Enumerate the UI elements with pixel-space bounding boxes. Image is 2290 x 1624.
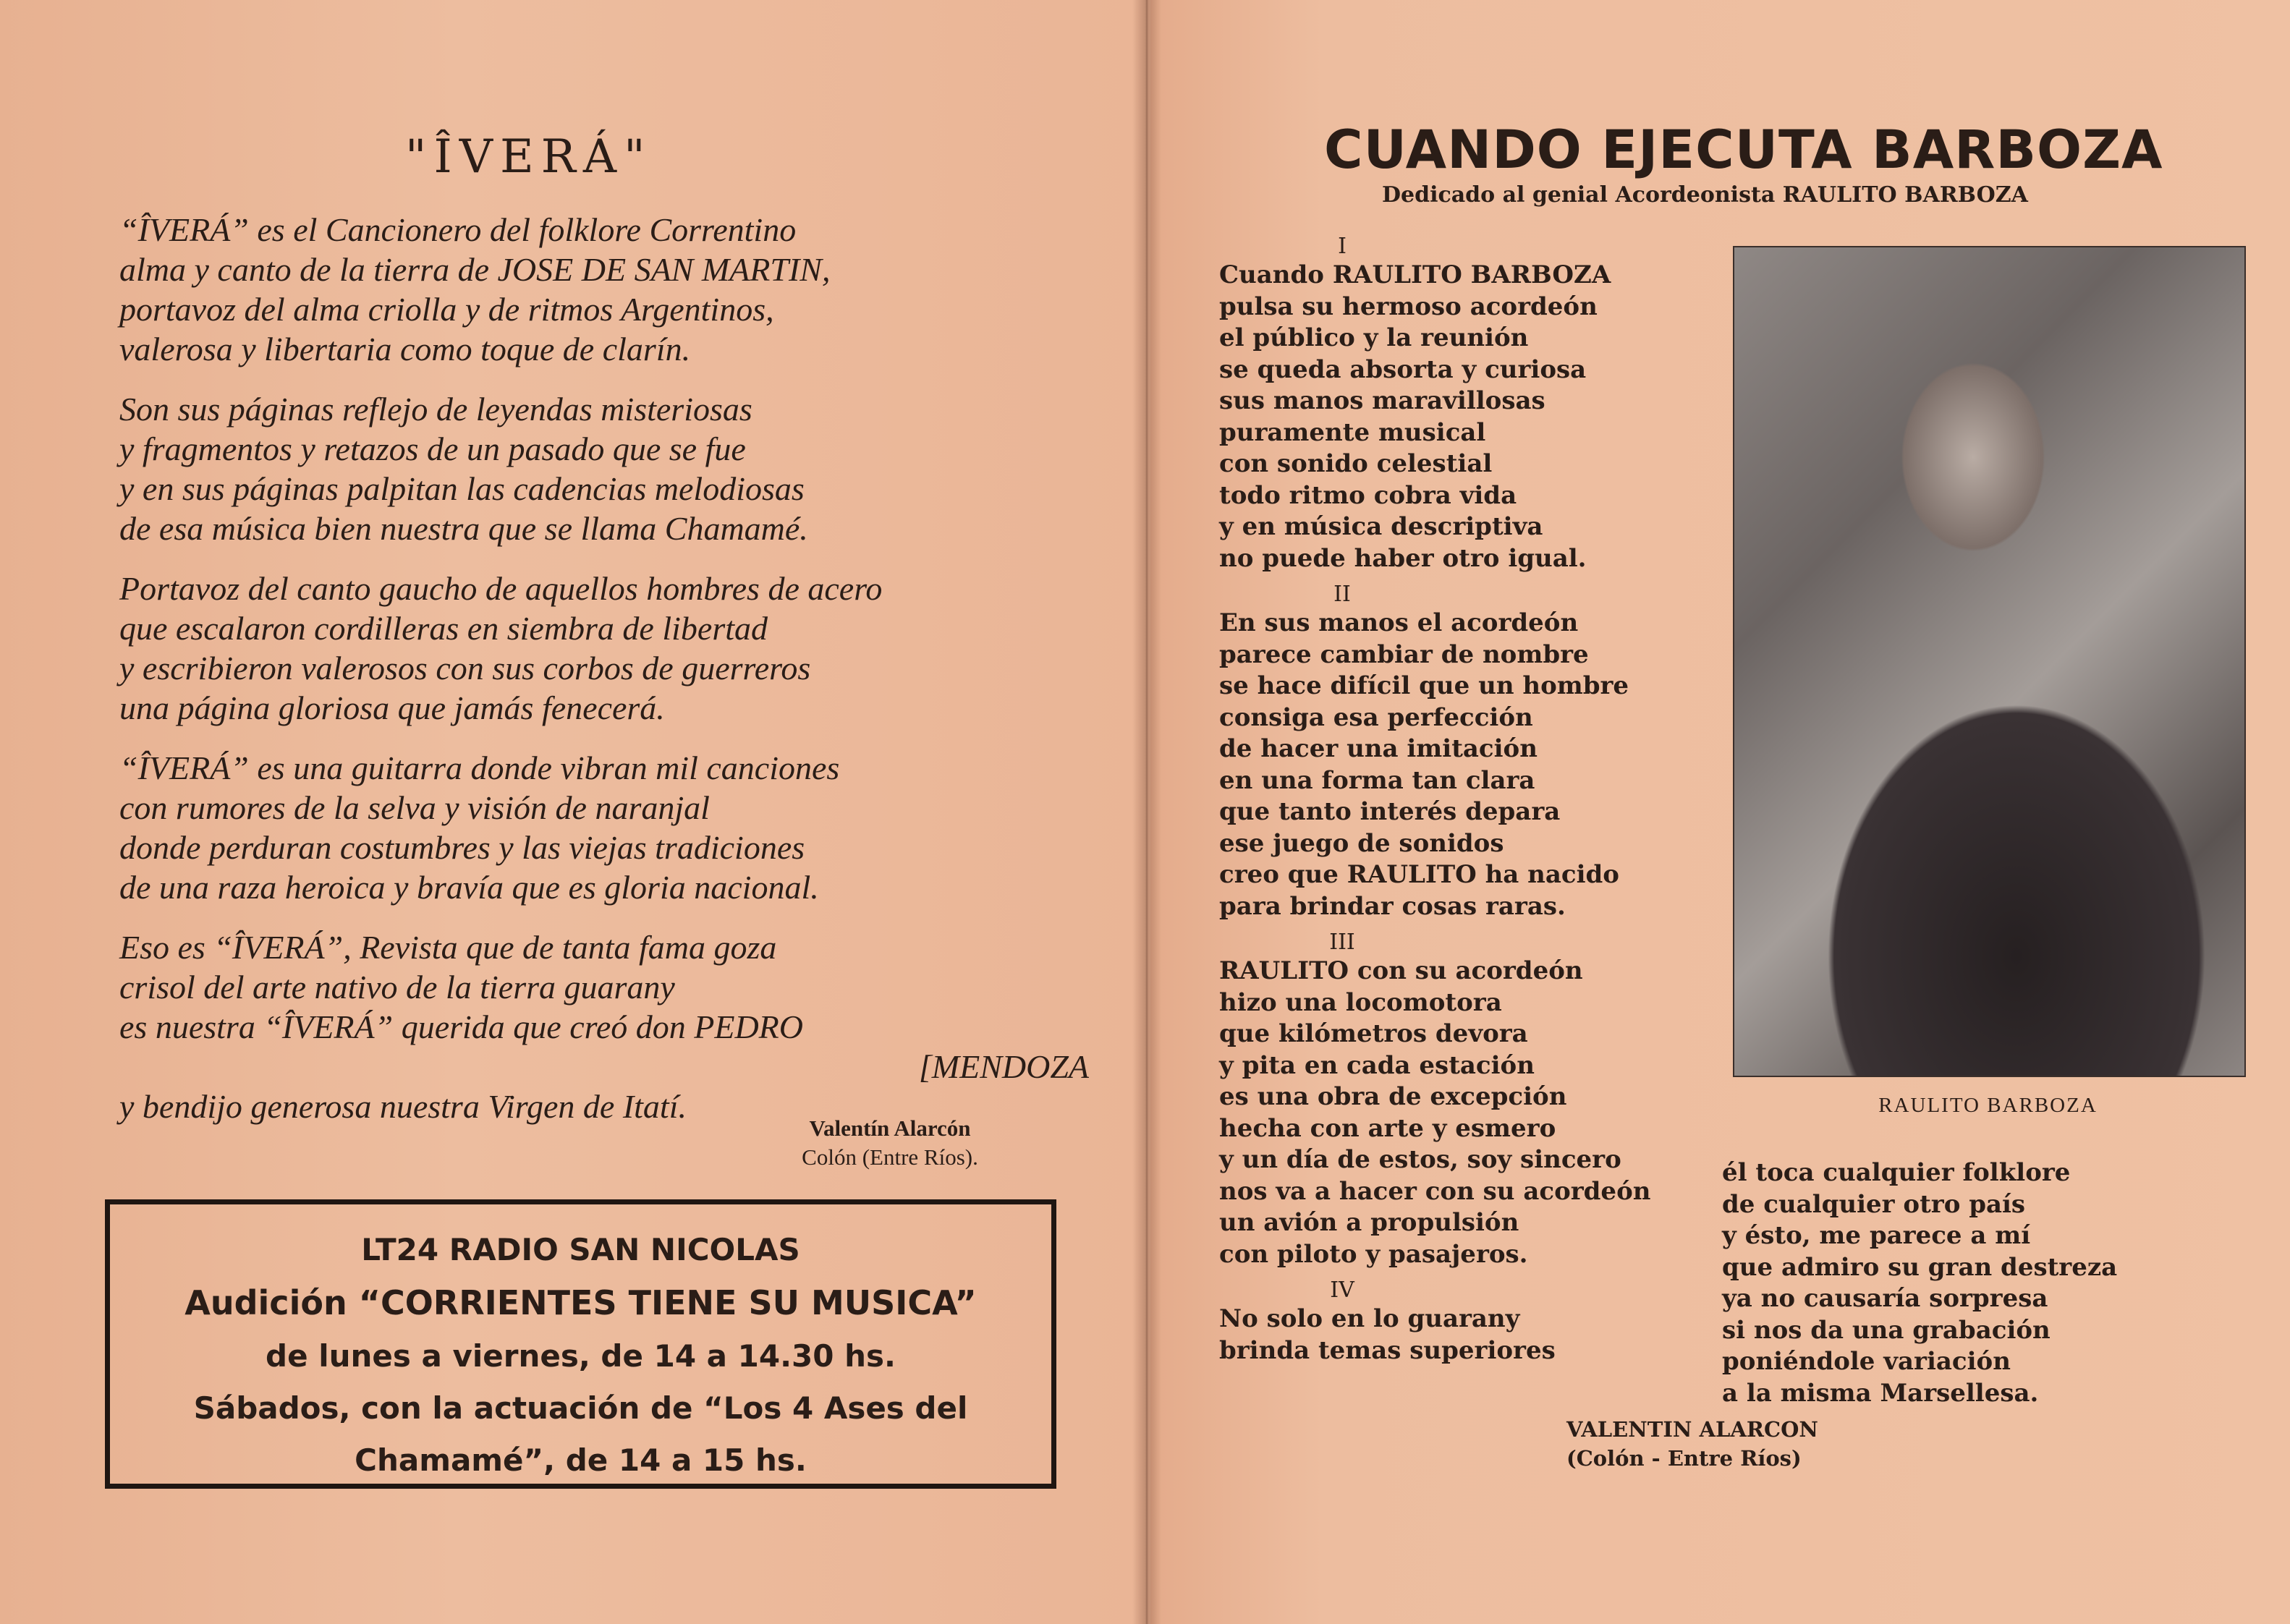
poem-line: Cuando RAULITO BARBOZA: [1219, 260, 1611, 289]
stanza-number: II: [1333, 582, 1351, 607]
poem-line: se queda absorta y curiosa: [1219, 354, 1587, 384]
poem-line: un avión a propulsión: [1219, 1208, 1519, 1237]
poem-line: de una raza heroica y bravía que es gloria nacional.: [119, 869, 819, 906]
poem-line: con piloto y pasajeros.: [1219, 1239, 1528, 1269]
photo-caption: RAULITO BARBOZA: [1878, 1094, 2098, 1117]
poem-line: en una forma tan clara: [1219, 765, 1535, 795]
poem-line: él toca cualquier folklore: [1722, 1158, 2071, 1187]
ivera-stanza: [119, 927, 1089, 1126]
poem-line: es nuestra “ÎVERÁ” querida que creó don PEDRO: [119, 1008, 803, 1045]
poem-line: que tanto interés depara: [1219, 797, 1561, 826]
poem-line: donde perduran costumbres y las viejas tradiciones: [119, 829, 805, 866]
poem-line: valerosa y libertaria como toque de clarín.: [119, 331, 691, 367]
poem-line: Portavoz del canto gaucho de aquellos hombres de acero: [119, 570, 883, 607]
poem-line: ese juego de sonidos: [1219, 828, 1504, 858]
poem-line: con sonido celestial: [1219, 449, 1493, 478]
poem-line: pulsa su hermoso acordeón: [1219, 292, 1598, 321]
poem-line: y ésto, me parece a mí: [1722, 1221, 2031, 1250]
poem-line: y en sus páginas palpitan las cadencias melodiosas: [119, 470, 805, 507]
poem-line: portavoz del alma criolla y de ritmos Argentinos,: [119, 291, 774, 328]
poem-line: y bendijo generosa nuestra Virgen de Itatí.: [119, 1088, 687, 1125]
article-title: CUANDO EJECUTA BARBOZA: [1324, 119, 2163, 181]
poem-line: no puede haber otro igual.: [1219, 543, 1587, 573]
radio-station: LT24 RADIO SAN NICOLAS: [361, 1232, 800, 1267]
poem-line: hecha con arte y esmero: [1219, 1113, 1556, 1143]
poem-line: En sus manos el acordeón: [1219, 608, 1579, 637]
poem-line: brinda temas superiores: [1219, 1335, 1556, 1365]
ivera-stanza: [119, 210, 1074, 369]
poem-line: crisol del arte nativo de la tierra guarany: [119, 969, 675, 1006]
poem-line: RAULITO con su acordeón: [1219, 956, 1583, 985]
article-dedication: Dedicado al genial Acordeonista RAULITO BARBOZA: [1382, 182, 2028, 208]
poem-column-right: [1722, 1157, 2127, 1409]
poem-stanza: [1219, 260, 1682, 574]
poem-line: que kilómetros devora: [1219, 1019, 1528, 1048]
poem-line: todo ritmo cobra vida: [1219, 480, 1517, 510]
poem-line: [MENDOZA: [918, 1048, 1089, 1085]
poem-stanza: [1219, 1304, 1682, 1366]
signature-place: (Colón - Entre Ríos): [1566, 1446, 1802, 1471]
poem-line: sus manos maravillosas: [1219, 386, 1545, 415]
ivera-stanza: [119, 569, 1074, 728]
poem-line: si nos da una grabación: [1722, 1315, 2051, 1345]
right-signature: [1566, 1415, 1928, 1473]
poem-line: que admiro su gran destreza: [1722, 1252, 2118, 1282]
poem-line: consiga esa perfección: [1219, 702, 1533, 732]
stanza-number: III: [1329, 930, 1355, 955]
ivera-stanza: [119, 748, 1074, 907]
poem-column-left: [1219, 234, 1682, 1374]
poem-line: y escribieron valerosos con sus corbos de guerreros: [119, 650, 811, 686]
poem-line: No solo en lo guarany: [1219, 1304, 1520, 1333]
radio-weekday-schedule: de lunes a viernes, de 14 a 14.30 hs.: [266, 1338, 896, 1374]
radio-program: Audición “CORRIENTES TIENE SU MUSICA”: [185, 1283, 977, 1322]
ivera-title: "ÎVERÁ": [405, 130, 653, 184]
poem-line: hizo una locomotora: [1219, 987, 1502, 1017]
poem-line: y en música descriptiva: [1219, 512, 1543, 541]
poem-line: y un día de estos, soy sincero: [1219, 1145, 1621, 1174]
poem-line: el público y la reunión: [1219, 323, 1529, 352]
left-signature: [752, 1114, 1027, 1172]
poem-line: y pita en cada estación: [1219, 1050, 1535, 1080]
poem-line: se hace difícil que un hombre: [1219, 671, 1629, 700]
poem-line: poniéndole variación: [1722, 1347, 2011, 1376]
poem-stanza: [1219, 608, 1682, 922]
ivera-poem: [119, 210, 1089, 1147]
poem-line: ya no causaría sorpresa: [1722, 1284, 2048, 1313]
poem-line: “ÎVERÁ” es el Cancionero del folklore Correntino: [119, 211, 797, 248]
radio-announcement-box: [105, 1199, 1056, 1489]
stanza-number: I: [1338, 234, 1347, 259]
radio-saturday-time: Chamamé”, de 14 a 15 hs.: [355, 1442, 807, 1478]
poem-stanza: [1219, 956, 1682, 1270]
radio-saturday-schedule: Sábados, con la actuación de “Los 4 Ases del: [193, 1390, 968, 1426]
poem-line: creo que RAULITO ha nacido: [1219, 860, 1619, 889]
stanza-number: IV: [1330, 1277, 1354, 1303]
poem-line: Eso es “ÎVERÁ”, Revista que de tanta fama goza: [119, 929, 777, 966]
raulito-barboza-photo: [1733, 246, 2246, 1077]
poem-line: de hacer una imitación: [1219, 734, 1538, 763]
ivera-stanza: [119, 389, 1074, 548]
signature-name: VALENTIN ALARCON: [1566, 1417, 1818, 1442]
poem-line: de cualquier otro país: [1722, 1189, 2026, 1219]
poem-line: “ÎVERÁ” es una guitarra donde vibran mil canciones: [119, 749, 840, 786]
poem-line: es una obra de excepción: [1219, 1082, 1567, 1111]
book-gutter: [1132, 0, 1161, 1624]
poem-line: puramente musical: [1219, 417, 1486, 447]
poem-line: parece cambiar de nombre: [1219, 639, 1589, 669]
poem-line: una página gloriosa que jamás fenecerá.: [119, 689, 665, 726]
poem-line: y fragmentos y retazos de un pasado que se fue: [119, 430, 746, 467]
poem-line: nos va a hacer con su acordeón: [1219, 1176, 1651, 1206]
signature-place: Colón (Entre Ríos).: [802, 1144, 978, 1170]
poem-line: para brindar cosas raras.: [1219, 891, 1566, 921]
poem-line: a la misma Marsellesa.: [1722, 1378, 2039, 1408]
poem-line: con rumores de la selva y visión de naranjal: [119, 789, 710, 826]
poem-line: Son sus páginas reflejo de leyendas misteriosas: [119, 391, 752, 428]
poem-line: de esa música bien nuestra que se llama Chamamé.: [119, 510, 808, 547]
signature-name: Valentín Alarcón: [809, 1115, 971, 1141]
poem-line: que escalaron cordilleras en siembra de libertad: [119, 610, 768, 647]
poem-line: alma y canto de la tierra de JOSE DE SAN MARTIN,: [119, 251, 831, 288]
